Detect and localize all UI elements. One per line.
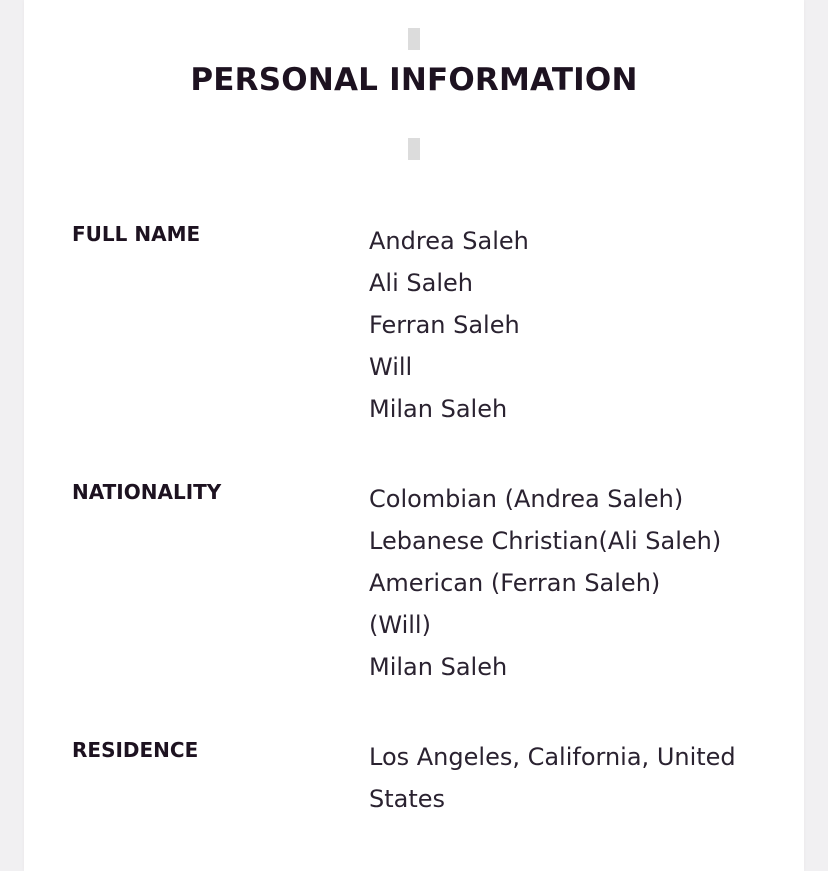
personal-info-card	[24, 0, 804, 871]
row-value: Milan Saleh	[369, 653, 508, 681]
row-value: Los Angeles, California, United	[369, 743, 736, 771]
row-label: NATIONALITY	[72, 480, 222, 504]
row-values-list	[369, 478, 769, 688]
title-divider-top	[408, 28, 420, 50]
row-value: American (Ferran Saleh)	[369, 569, 661, 597]
row-value: Ferran Saleh	[369, 311, 520, 339]
row-value: Andrea Saleh	[369, 227, 529, 255]
row-value: Will	[369, 353, 413, 381]
page-title: PERSONAL INFORMATION	[190, 62, 638, 98]
row-label: FULL NAME	[72, 222, 201, 246]
title-divider-bottom	[408, 138, 420, 160]
row-value: Lebanese Christian(Ali Saleh)	[369, 527, 722, 555]
row-value: (Will)	[369, 611, 431, 639]
row-value: Ali Saleh	[369, 269, 473, 297]
row-value: Milan Saleh	[369, 395, 508, 423]
row-label: RESIDENCE	[72, 738, 199, 762]
row-value: States	[369, 785, 446, 813]
row-value: Colombian (Andrea Saleh)	[369, 485, 684, 513]
row-values-list	[369, 220, 769, 430]
row-values-list	[369, 736, 769, 820]
